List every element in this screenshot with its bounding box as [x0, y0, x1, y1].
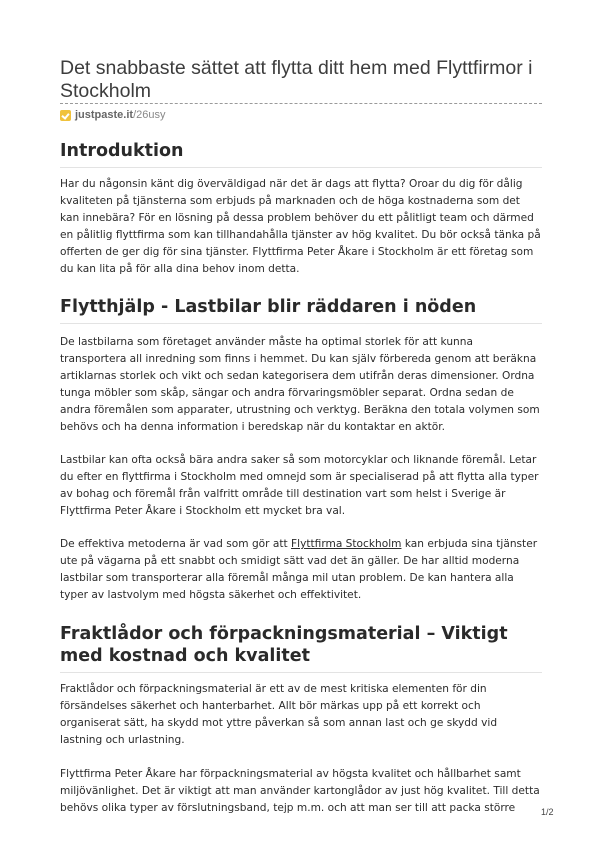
section-fraktlador [60, 623, 542, 817]
page-number: 1/2 [541, 807, 554, 817]
paragraph: Lastbilar kan ofta också bära andra saker så som motorcyklar och liknande föremål. Letar du efter en flyttfirma i Stockholm med omnejd som är specialiserad på att flytta alla typer av bohag och föremål från valfritt område till destination vart som helst i Sverige är Flyttfirma Peter Åkare i Stockholm ett mycket bra val. [60, 454, 539, 517]
source-line[interactable] [60, 107, 166, 123]
section-heading: Introduktion [60, 140, 542, 168]
paragraph-text: De effektiva metoderna är vad som gör att [60, 538, 292, 550]
section-heading: Fraktlådor och förpackningsmaterial – Viktigt med kostnad och kvalitet [60, 623, 542, 673]
paragraph: Har du någonsin känt dig överväldigad när det är dags att flytta? Oroar du dig för dålig kvaliteten på tjänsterna som erbjuds på marknaden och de höga kostnaderna som det kan innebära? För en lösning på dessa problem behöver du ett pålitligt team och därmed en pålitlig flyttfirma som kan tillhandahålla tjänster av hög kvalitet. Du bör också tänka på offerten de ger dig för sina tjänster. Flyttfirma Peter Åkare i Stockholm är ett företag som du kan lita på för alla dina behov inom detta. [60, 178, 541, 275]
paragraph-with-link [60, 536, 542, 604]
flyttfirma-stockholm-link[interactable]: Flyttfirma Stockholm [291, 538, 402, 550]
section-introduktion [60, 140, 542, 278]
paragraph-text: kan erbjuda sina tjänster ute på vägarna på ett snabbt och smidigt sätt vad det än gäller. De har alltid moderna lastbilar som transporterar alla föremål många mil utan problem. De kan hantera alla typer av lastvolym med högsta säkerhet och effektivitet. [60, 538, 538, 601]
paragraph: Fraktlådor och förpackningsmaterial är ett av de mest kritiska elementen för din försändelses säkerhet och hanterbarhet. Allt bör märkas upp på ett korrekt och organiserat sätt, ha skydd mot yttre påverkan så som annan last och ge skydd vid lastning och urlastning. [60, 683, 498, 746]
paragraph: Flyttfirma Peter Åkare har förpackningsmaterial av högsta kvalitet och hållbarhet samt miljövänlighet. Det är viktigt att man använder kartonglådor av just hög kvalitet. Till detta behövs olika typer av förslutningsband, tejp m.m. och att man ser till att packa större [60, 768, 540, 814]
section-heading: Flytthjälp - Lastbilar blir räddaren i nöden [60, 296, 542, 324]
article-body [60, 140, 542, 834]
paragraph: De lastbilarna som företaget använder måste ha optimal storlek för att kunna transportera all inredning som finns i hemmet. Du kan själv förbereda genom att beräkna artiklarnas storlek och vikt och sedan kategorisera dem utifrån deras dimensioner. Ordna tunga möbler som skåp, sängar och andra förvaringsmöbler separat. Ordna sedan de andra föremålen som apparater, utrustning och verktyg. Beräkna den totala volymen som behövs och ha denna information i beredskap när du kontaktar en aktör. [60, 336, 540, 433]
source-path[interactable]: /26usy [133, 109, 166, 121]
source-brand[interactable]: justpaste.it [75, 109, 134, 121]
justpaste-logo-icon [60, 110, 71, 121]
section-flytthjalp [60, 296, 542, 604]
title-divider [60, 103, 542, 104]
page-title: Det snabbaste sättet att flytta ditt hem med Flyttfirmor i Stockholm [60, 57, 533, 102]
